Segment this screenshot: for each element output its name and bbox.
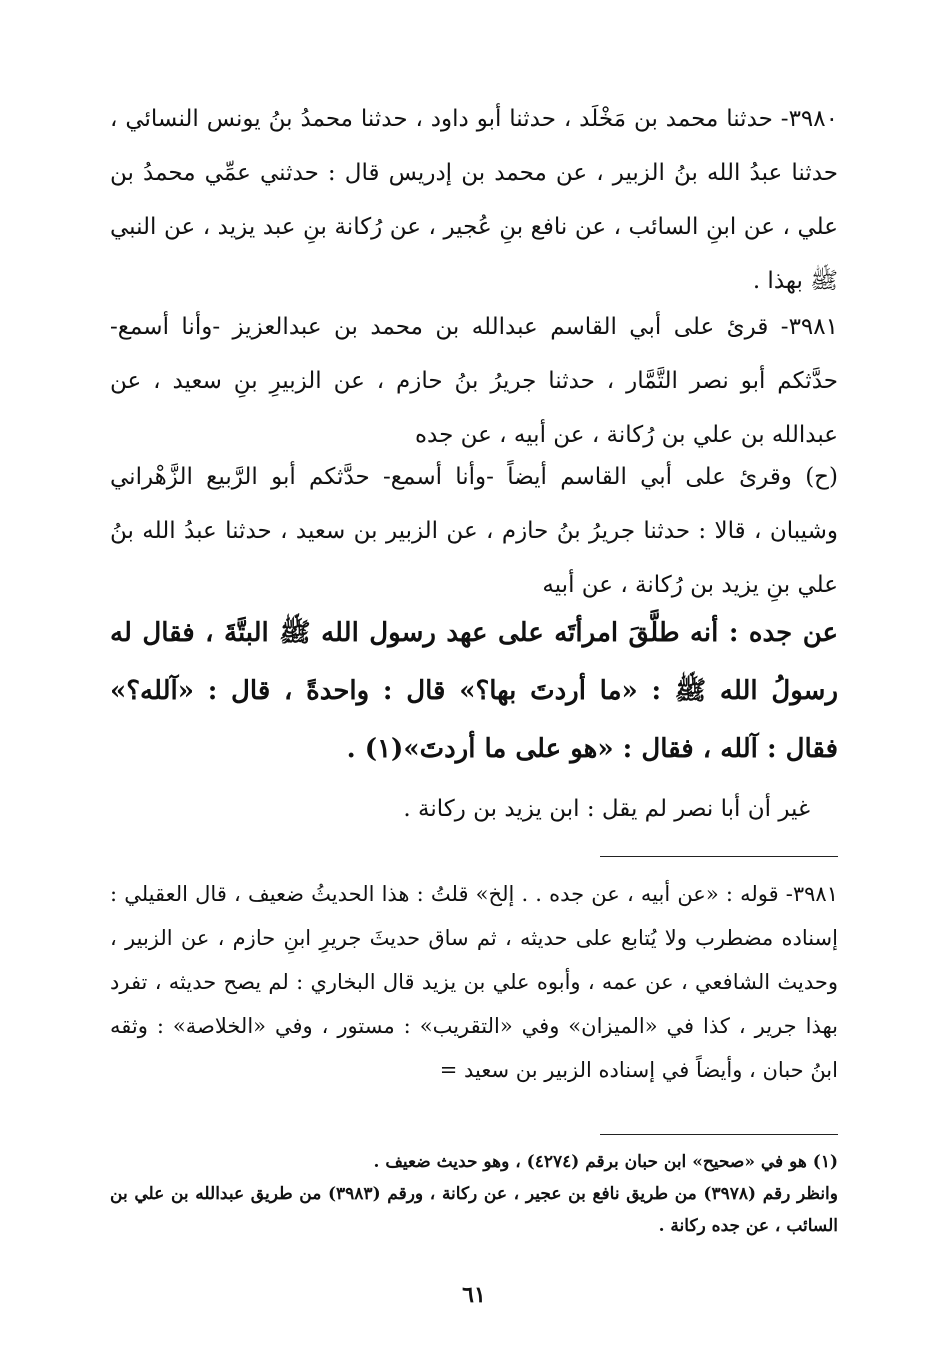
hadith-3981-h-text: (ح) وقرئ على أبي القاسم أيضاً -وأنا أسمع- حدَّثكم أبو الرَّبيع الزَّهْراني وشيبان ، قالا : حدثنا جريرُ بنُ حازم ، عن الزبير بن سعيد ، حدثنا عبدُ الله بنُ علي بنِ يزيد بن رُكانة ، عن أبيه bbox=[110, 464, 838, 598]
remark-block bbox=[110, 782, 838, 836]
hadith-3981-text: ٣٩٨١- قرئ على أبي القاسم عبدالله بن محمد بن عبدالعزيز -وأنا أسمع- حدَّثكم أبو نصر التَّمَّار ، حدثنا جريرُ بنُ حازم ، عن الزبيرِ بنِ سعيد ، عن عبدالله بن علي بن رُكانة ، عن أبيه ، عن جده bbox=[110, 314, 838, 448]
footnote-block bbox=[110, 1146, 838, 1242]
commentary-separator bbox=[600, 856, 838, 857]
hadith-3981-second-chain bbox=[110, 450, 838, 612]
footnote-line-1: (١) هو في «صحيح» ابن حبان برقم (٤٢٧٤) ، وهو حديث ضعيف . bbox=[373, 1152, 838, 1172]
remark-text: غير أن أبا نصر لم يقل : ابن يزيد بن ركانة . bbox=[403, 796, 810, 822]
matn-block bbox=[110, 604, 838, 778]
hadith-3981 bbox=[110, 300, 838, 462]
footnote-line-2: وانظر رقم (٣٩٧٨) من طريق نافع بن عجير ، عن ركانة ، ورقم (٣٩٨٣) من طريق عبدالله بن علي بن السائب ، عن جده ركانة . bbox=[110, 1184, 838, 1236]
page-number: ٦١ bbox=[462, 1282, 486, 1308]
matn-text: عن جده : أنه طلَّقَ امرأتَه على عهد رسول الله ﷺ البتَّةَ ، فقال له رسولُ الله ﷺ : «ما أردتَ بها؟» قال : واحدةً ، قال : «آلله؟» فقال : آلله ، فقال : «هو على ما أردتَ»(١) . bbox=[110, 618, 838, 764]
hadith-3980 bbox=[110, 92, 838, 308]
footnote-separator bbox=[600, 1134, 838, 1135]
commentary-block bbox=[110, 872, 838, 1092]
hadith-3980-text: ٣٩٨٠- حدثنا محمد بن مَخْلَد ، حدثنا أبو داود ، حدثنا محمدُ بنُ يونس النسائي ، حدثنا عبدُ الله بنُ الزبير ، عن محمد بن إدريس قال : حدثني عمِّي محمدُ بن علي ، عن ابنِ السائب ، عن نافع بنِ عُجير ، عن رُكانة بنِ عبد يزيد ، عن النبي ﷺ بهذا . bbox=[110, 106, 838, 294]
commentary-text: ٣٩٨١- قوله : «عن أبيه ، عن جده . . إلخ» قلتُ : هذا الحديثُ ضعيف ، قال العقيلي : إسناده مضطرب ولا يُتابع على حديثه ، ثم ساق حديثَ جريرِ ابنِ حازم ، عن الزبير ، وحديث الشافعي ، عن عمه ، وأبوه علي بن يزيد قال البخاري : لم يصح حديثه ، تفرد بهذا جرير ، كذا في «الميزان» وفي «التقريب» : مستور ، وفي «الخلاصة» : وثقه ابنُ حبان ، وأيضاً في إسناده الزبير بن سعيد = bbox=[110, 882, 838, 1082]
